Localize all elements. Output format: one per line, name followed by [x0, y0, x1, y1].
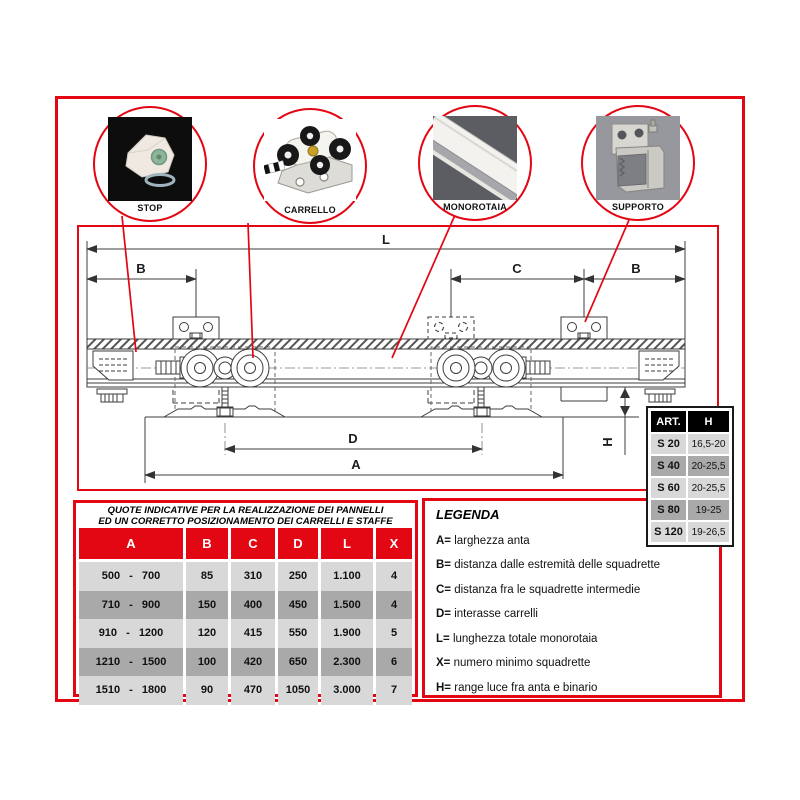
callout-supporto	[581, 105, 695, 221]
dim-label-B-right: B	[631, 261, 641, 276]
dim-label-B-left: B	[136, 261, 146, 276]
legend-item-l: L= lunghezza totale monorotaia	[436, 632, 598, 645]
callout-monorotaia	[418, 105, 532, 221]
table-row: 1510 - 1800 90 470 1050 3.000 7	[79, 676, 412, 705]
callout-stop	[93, 106, 207, 222]
dim-label-C: C	[512, 261, 522, 276]
art-h-table	[646, 406, 734, 547]
callout-carrello	[253, 108, 367, 224]
table-row: S 60 20-25,5	[651, 478, 729, 498]
dim-label-H: H	[600, 437, 615, 447]
supporto-photo	[596, 116, 680, 200]
quote-title-line2: ED UN CORRETTO POSIZIONAMENTO DEI CARRELLI E STAFFE	[98, 516, 393, 527]
col-header-d: D	[278, 528, 318, 562]
carrello-photo	[264, 119, 356, 201]
legend-item-h: H= range luce fra anta e binario	[436, 681, 598, 694]
monorotaia-photo	[433, 116, 517, 200]
legend-item-d: D= interasse carrelli	[436, 608, 538, 620]
table-row: S 40 20-25,5	[651, 456, 729, 476]
col-header-a: A	[79, 528, 183, 562]
table-row: 500 - 700 85 310 250 1.100 4	[79, 562, 412, 591]
art-header-art: ART.	[651, 411, 686, 432]
drawing-svg	[79, 227, 717, 489]
col-header-c: C	[231, 528, 275, 562]
table-row: 710 - 900 150 400 450 1.500 4	[79, 591, 412, 620]
col-header-b: B	[186, 528, 228, 562]
stop-photo	[108, 117, 192, 201]
dim-label-A: A	[351, 457, 361, 472]
quote-table	[73, 500, 418, 697]
table-row: S 80 19-25	[651, 500, 729, 520]
callout-label-monorotaia: MONOROTAIA	[443, 202, 507, 212]
callout-label-stop: STOP	[137, 203, 163, 213]
legend-item-a: A= larghezza anta	[436, 534, 530, 547]
quote-table-title	[76, 503, 415, 527]
quote-table-header-row	[79, 528, 412, 562]
legend-item-c: C= distanza fra le squadrette intermedie	[436, 583, 641, 596]
table-row: 910 - 1200 120 415 550 1.900 5	[79, 619, 412, 648]
quote-title-line1: QUOTE INDICATIVE PER LA REALIZZAZIONE DEI PANNELLI	[107, 505, 384, 516]
table-row: S 120 19-26,5	[651, 522, 729, 542]
col-header-x: X	[376, 528, 412, 562]
legend-item-x: X= numero minimo squadrette	[436, 657, 591, 669]
technical-drawing	[77, 225, 719, 491]
art-header-h: H	[688, 411, 729, 432]
dim-label-L: L	[382, 232, 390, 247]
table-row: 1210 - 1500 100 420 650 2.300 6	[79, 648, 412, 677]
legend-title: LEGENDA	[436, 507, 500, 522]
legend-item-b: B= distanza dalle estremità delle squadrette	[436, 559, 661, 571]
callout-label-supporto: SUPPORTO	[612, 202, 664, 212]
art-table-header-row	[651, 411, 729, 432]
col-header-l: L	[321, 528, 373, 562]
callout-label-carrello: CARRELLO	[284, 205, 336, 215]
table-row: S 20 16,5-20	[651, 434, 729, 454]
dim-label-D: D	[348, 431, 358, 446]
